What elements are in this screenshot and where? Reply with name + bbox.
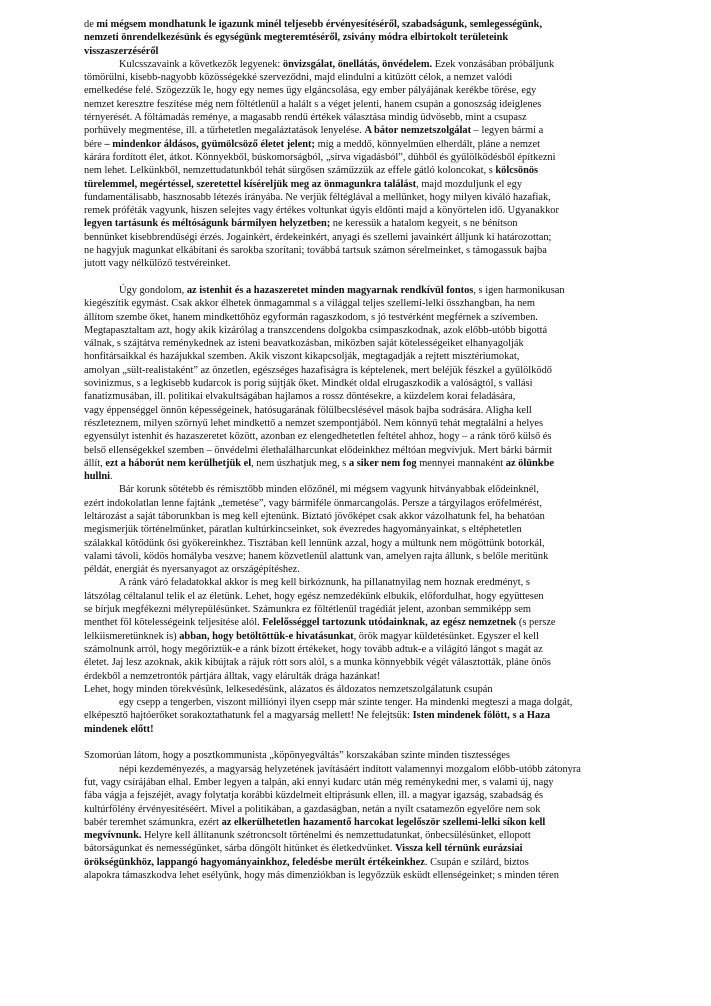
text-line — [84, 231, 704, 244]
text-line — [84, 58, 704, 71]
text-run: menthet föl kötelességeink teljesítése alól. — [84, 617, 263, 629]
paragraph-spacer — [84, 271, 704, 284]
text-run: leltározást a saját táborunkban is meg kell ejtenünk. Biztató jövőképet csak akkor vázolhatunk fel, ha behatóan — [84, 510, 545, 522]
bold-text-run: Isten mindenek fölött, s a Haza — [412, 710, 551, 722]
text-line — [84, 723, 704, 736]
bold-text-run: mi mégsem mondhatunk le igazunk minél teljesebb érvényesítéséről, szabadságunk, semlegességünk, — [96, 19, 543, 30]
text-line — [84, 98, 704, 111]
bold-text-run: az istenhit és a hazaszeretet minden magyarnak rendkívül fontos — [186, 284, 474, 296]
text-line — [84, 563, 704, 576]
text-run: bennünket kisebbrendűségi érzés. Jogainkért, érdekeinkért, anyagi és szellemi javainkért álljunk ki határozottan; — [84, 231, 552, 243]
text-line — [84, 364, 704, 377]
text-line — [84, 390, 704, 403]
text-run: , örök magyar küldetésünket. Egyszer el kell — [353, 630, 539, 642]
text-run: , s igen harmonikusan — [473, 284, 565, 296]
text-line — [84, 470, 704, 483]
text-line — [84, 417, 704, 430]
text-line — [84, 829, 704, 842]
bold-text-run: – mindenkor áldásos, gyümölcsöző életet jelent; — [104, 138, 315, 150]
text-run: ne hagyjuk magunkat elkábítani és sarokba szorítani; továbbá tartsuk számon sérelmeinket, s támogassuk bajba — [84, 245, 547, 257]
text-line — [84, 111, 704, 124]
text-run: ne keressük a hatalom kegyeit, s ne bénítson — [330, 218, 518, 230]
text-line — [84, 138, 704, 151]
text-line — [84, 842, 704, 855]
text-line — [84, 350, 704, 363]
bold-text-run: a siker nem fog — [348, 457, 417, 469]
text-run: Megtapasztaltam azt, hogy akik kizárólag a transzcendens dolgokba csimpaszkodnak, azok előbb-utóbb bigottá — [84, 324, 548, 336]
text-run: – legyen bármi a — [471, 125, 544, 137]
text-run: Lehet, hogy minden törekvésünk, lelkesedésünk, alázatos és áldozatos nemzetszolgálatunk csupán — [84, 683, 493, 695]
text-run: . — [110, 471, 113, 483]
text-line — [84, 257, 704, 270]
text-run: honfitársaikkal és hazájukkal szemben. Akik viszont kikapcsolják, megtagadják a rejtett misztériumokat, — [84, 351, 520, 363]
text-line — [84, 550, 704, 563]
text-line — [84, 643, 704, 656]
text-line — [84, 430, 704, 443]
document-page — [84, 18, 704, 882]
text-line — [84, 217, 704, 230]
bold-text-run: kölcsönös — [495, 165, 539, 177]
text-line — [84, 670, 704, 683]
text-run: amolyan „sült-realistaként” az önzetlen, egészséges hazafiságra is képtelenek, mert beléjük fészkel a gyűlölködő — [84, 364, 552, 376]
text-run: fanatizmusában, ill. politikai elvakultságában hajlamos a rossz döntésekre, a küzdelem korai feladására, — [84, 391, 516, 403]
text-run: (s persze — [516, 617, 556, 629]
text-line — [84, 124, 704, 137]
text-run: kárára fordított élet, átkot. Könnyekből, búskomorságból, „sírva vigadásból”, dühből és gyűlölködésből építkezni — [84, 151, 556, 163]
text-line — [84, 404, 704, 417]
text-run: nemzet keresztre feszítése még nem föltétlenül a halált s a véget jelenti, hanem csupán a gonoszság ideiglenes — [84, 98, 542, 110]
text-line — [84, 656, 704, 669]
text-line — [84, 191, 704, 204]
text-run: A ránk váró feladatokkal akkor is meg kell birkóznunk, ha pillanatnyilag nem hoznak eredményt, s — [119, 577, 530, 589]
bold-text-run: A bátor nemzetszolgálat — [364, 125, 472, 137]
text-run: fundamentálisabb, hasznosabb létezés irányába. Ne verjük féltéglával a mellünket, hogy milyen kiváló hazafiak, — [84, 191, 551, 203]
text-run: állít, — [84, 457, 106, 469]
text-run: fába vágja a fejszéjét, avagy folytatja korábbi küzdelmeit eltiprásunk ellen, ill. a magyar igazság, szabadság és — [84, 790, 544, 802]
text-run: látszólag céltalanul telik el az életünk. Lehet, hogy egész nemzedékünk elbukik, előfordulhat, hogy együttesen — [84, 590, 544, 602]
text-line — [84, 537, 704, 550]
text-run: kiegészítik egymást. Csak akkor élhetek önmagammal s a világgal teljes szellemi-lelki összhangban, ha nem — [84, 298, 535, 310]
text-run: se bírjuk megfékezni mélyrepülésünket. Számunkra ez föltétlenül tragédiát jelent, azonban semmiképp sem — [84, 604, 531, 616]
text-line — [84, 244, 704, 257]
bold-text-run: örökségünkhöz, lappangó hagyományainkhoz, feledésbe merült értékeinkhez — [84, 856, 425, 868]
text-run: Helyre kell állítanunk szétroncsolt történelmi és nemzettudatunkat, önbecsülésünket, ellopott — [141, 830, 531, 842]
text-line — [84, 324, 704, 337]
text-line — [84, 869, 704, 882]
text-run: alapokra támaszkodva lehet esélyünk, hogy más dimenziókban is legyőzzük esküdt ellenségeinket; s minden téren — [84, 870, 559, 881]
bold-text-run: mindenek előtt! — [84, 723, 154, 735]
text-line — [84, 816, 704, 829]
bold-text-run: az ölünkbe — [505, 457, 554, 469]
paragraph-spacer — [84, 736, 704, 749]
text-run: szálakkal kötődünk ősi gyökereinkhez. Tisztában kell lennünk azzal, hogy a múltunk nem mögöttünk botorkál, — [84, 537, 545, 549]
text-run: remek próféták vagyunk, hiszen selejtes vagy értékes voltunkat úgyis eldönti majd a könyörtelen idő. Ugyanakkor — [84, 205, 559, 217]
text-run: fut, vagy csírájában elhal. Ember legyen a talpán, aki ennyi kudarc után még reménykedni mer, s valami új, nagy — [84, 776, 554, 788]
text-line — [84, 749, 704, 762]
bold-text-run: türelemmel, megértéssel, szeretettel kíséreljük meg az önmagunkra találást — [84, 178, 417, 190]
text-run: kultúrfölény érvényesítéséért. Mivel a politikában, a gazdaságban, netán a nyílt csatamezőn egyelőre nem sok — [84, 803, 541, 815]
text-line — [84, 616, 704, 629]
text-run: sovinizmus, s a legkisebb kudarcok is porig sújtják őket. Mindkét oldal elrugaszkodik a valóságtól, s vallási — [84, 378, 533, 390]
text-run: Szomorúan látom, hogy a posztkommunista „köpönyegváltás” korszakában szinte minden tisztességes — [84, 750, 510, 762]
text-run: egyensúlyt istenhit és hazaszeretet között, azonban ez elengedhetetlen feltétel ahhoz, hogy – a ránk törő külső és — [84, 431, 552, 443]
text-run: míg a meddő, könnyelműen elherdált, pláne a nemzet — [314, 138, 541, 150]
text-run: Úgy gondolom, — [119, 284, 187, 296]
text-run: érdekből a nemzetrontók pártjára álltak, vagy elárulták drága hazánkat! — [84, 670, 381, 682]
text-line — [84, 590, 704, 603]
text-run: megismerjük történelmünket, páratlan kultúrkincseinket, sok évezredes hagyományainkat, s eltéphetetlen — [84, 524, 522, 536]
text-run: életet. Jaj lesz azoknak, akik kibújtak a rájuk rótt sors alól, s a munka könnyebbik végét választották, pláne önös — [84, 657, 551, 669]
text-run: Kulcsszavaink a következők legyenek: — [119, 58, 283, 70]
text-run: bátorságunkat és nemességünket, sárba döngölt hitünket és életkedvünket. — [84, 843, 396, 855]
bold-text-run: megvívnunk. — [84, 830, 142, 842]
text-run: Ezek vonzásában próbáljunk — [432, 58, 555, 70]
text-line — [84, 71, 704, 84]
text-line — [84, 603, 704, 616]
text-line — [84, 204, 704, 217]
text-run: tömörülni, kisebb-nagyobb közösségekké szerveződni, majd elindulni a kitűzött célok, a nemzet valódi — [84, 72, 513, 84]
text-run: emelkedése felé. Szögezzük le, hogy egy nemes ügy elgáncsolása, egy ember pályájának kerékbe törése, egy — [84, 85, 537, 97]
bold-text-run: nemzeti önrendelkezésünk és egységünk megteremtéséről, zsivány módra elbirtokolt területeink — [84, 32, 509, 44]
text-run: egy csepp a tengerben, viszont milliónyi ilyen csepp már szinte tenger. Ha mindenki megteszi a maga dolgát, — [119, 697, 573, 709]
text-line — [84, 510, 704, 523]
text-run: lelkiismeretünknek is) — [84, 630, 180, 642]
text-line — [84, 284, 704, 297]
text-run: népi kezdeményezés, a magyarság helyzetének javításáért indított valamennyi mozgalom előbb-utóbb zátonyra — [119, 763, 581, 775]
text-line — [84, 789, 704, 802]
text-run: válnak, s szájtátva reménykednek az isteni beavatkozásban, miközben saját kötelességeiket elhanyagolják — [84, 338, 524, 350]
text-line — [84, 763, 704, 776]
text-line — [84, 337, 704, 350]
text-line — [84, 18, 704, 31]
text-line — [84, 84, 704, 97]
bold-text-run: visszaszerzéséről — [84, 45, 159, 57]
text-run: babér teremhet számunkra, ezért — [84, 816, 222, 828]
text-line — [84, 856, 704, 869]
text-line — [84, 164, 704, 177]
text-line — [84, 377, 704, 390]
text-line — [84, 803, 704, 816]
text-line — [84, 576, 704, 589]
text-run: nem lehet. Lelkünkből, nemzettudatunkból tehát sürgősen száműzzük az effele gátló koloncokat, s — [84, 165, 496, 177]
text-run: , nem úszhatjuk meg, s — [251, 457, 349, 469]
text-line — [84, 683, 704, 696]
bold-text-run: hullni — [84, 471, 110, 483]
bold-text-run: önvizsgálat, önellátás, önvédelem. — [282, 58, 433, 70]
text-line — [84, 696, 704, 709]
text-line — [84, 483, 704, 496]
text-run: jutott vagy nélkülöző testvéreinket. — [84, 258, 231, 270]
text-line — [84, 311, 704, 324]
text-line — [84, 151, 704, 164]
text-run: . Csupán e szilárd, biztos — [424, 856, 529, 868]
text-run: valami távoli, ködös homályba veszve; hanem közvetlenül alattunk van, amelyen rajta állunk, s belőle merítünk — [84, 550, 549, 562]
text-line — [84, 31, 704, 44]
text-run: Bár korunk sötétebb és rémisztőbb minden előzőnél, mi mégsem vagyunk hitványabbak elődeinknél, — [119, 484, 539, 496]
text-run: állítom szembe őket, hanem mindkettőhöz egyformán ragaszkodom, s jó testvérként megférnek a szívemben. — [84, 311, 538, 323]
text-line — [84, 776, 704, 789]
text-run: porhüvely megmentése, ill. a tűrhetetlen megaláztatások lenyelése. — [84, 125, 365, 137]
text-line — [84, 523, 704, 536]
text-line — [84, 630, 704, 643]
text-run: de — [84, 19, 97, 30]
text-run: mennyei mannaként — [416, 457, 506, 469]
text-run: példát, energiát és nyersanyagot az országépítéshez. — [84, 564, 300, 576]
text-line — [84, 497, 704, 510]
text-line — [84, 709, 704, 722]
bold-text-run: Felelősséggel tartozunk utódainknak, az egész nemzetnek — [262, 617, 517, 629]
text-run: számolnunk arról, hogy megőriztük-e a ránk bízott értékeket, hogy tovább adtuk-e a világító lángot s magát az — [84, 643, 543, 655]
bold-text-run: legyen tartásunk és méltóságunk bármilyen helyzetben; — [84, 218, 331, 230]
bold-text-run: az elkerülhetetlen hazamentő harcokat legelőször szellemi-lelki síkon kell — [221, 816, 546, 828]
text-run: bére — [84, 138, 105, 150]
text-run: , majd mozduljunk el egy — [416, 178, 523, 190]
text-run: belső ellenségekkel szemben – önvédelmi élethalálharcunkat elődeinkhez méltóan megvívjuk. Mert bárki bármit — [84, 444, 552, 456]
text-run: térnyerését. A föltámadás reménye, a magasabb rendű értékek választása mindig üdvösebb, mint a csupasz — [84, 112, 527, 124]
text-line — [84, 45, 704, 58]
bold-text-run: abban, hogy betöltöttük-e hivatásunkat — [179, 630, 354, 642]
text-run: ezért indokolatlan lenne fajtánk „temetése”, vagy bármiféle önmarcangolás. Persze a tárgyilagos erőfelmérést, — [84, 497, 542, 509]
text-line — [84, 457, 704, 470]
text-run: részleteznem, milyen szörnyű lehet mindkettő a nemzet szempontjából. Nem könnyű tehát megtalálni a helyes — [84, 417, 544, 429]
text-line — [84, 178, 704, 191]
text-run: elképesztő hajtóerőket sorakoztathatunk fel a magyarság mellett! Ne felejtsük: — [84, 710, 413, 722]
text-line — [84, 297, 704, 310]
text-run: vagy éppenséggel önnön képességeinek, hatósugarának fölülbecslésével mások bajba sodrására. Aligha kell — [84, 404, 532, 416]
text-line — [84, 444, 704, 457]
bold-text-run: Vissza kell térnünk eurázsiai — [395, 843, 523, 855]
bold-text-run: ezt a háborút nem kerülhetjük el — [105, 457, 252, 469]
